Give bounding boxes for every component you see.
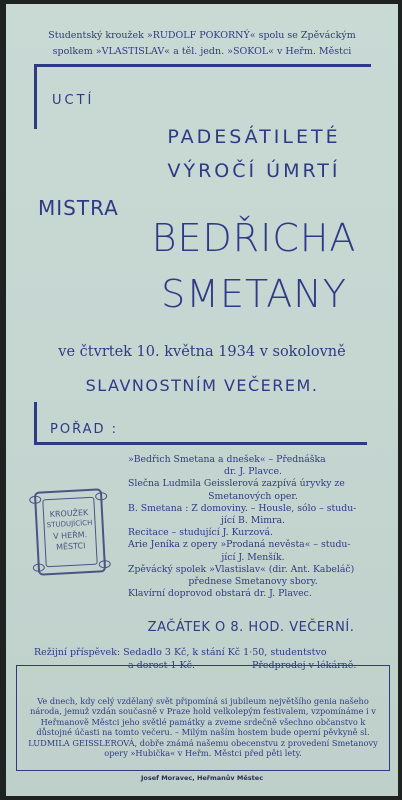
program-line: Klavírní doprovod obstará dr. J. Plavec. (128, 588, 312, 600)
stamp-line-1: KROUŽEK (49, 508, 89, 520)
evening-label: SLAVNOSTNÍM VEČEREM. (85, 376, 319, 395)
program-line: jící J. Menšík. (221, 551, 285, 563)
club-stamp (34, 488, 106, 575)
anniversary-line-1: PADESÁTILETÉ (167, 126, 341, 148)
program-line: Slečna Ludmila Geisslerová zazpívá úryvky ze (128, 478, 345, 490)
note-text: Ve dnech, kdy celý vzdělaný svět připomíná si jubileum největšího genia našeho národa, jemuž vzdán současně v Praze hold velkolepým festivalem, vzpomínáme i v Heřmanově Městci jeho světlé památky a zveme srdečně všechno občanstvo k důstojné účasti na tomto večeru. – Milým naším hostem bude operní pěvkyně sl. LUDMILA GEISSLEROVÁ, dobře známá našemu obecenstvu z provedení Smetanovy opery »Hubička« v Heřm. Městci před pěti lety. (28, 696, 378, 759)
program-line: jící B. Mimra. (221, 515, 285, 527)
presale-note: Předprodej v lékárně. (252, 660, 357, 671)
program-line: »Bedřich Smetana a dnešek« – Přednáška (128, 454, 326, 465)
start-time: ZAČÁTEK O 8. HOD. VEČERNÍ. (147, 620, 355, 635)
stamp-line-3: V HEŘM. (52, 530, 88, 541)
stamp-line-4: MĚSTCI (55, 541, 86, 552)
ucti-label: UCTÍ (52, 93, 95, 108)
program-line: Arie Jeníka z opery »Prodaná nevěsta« – studu- (128, 539, 351, 551)
stamp-line-2: STUDUJÍCÍCH (46, 518, 93, 530)
admission-line-1: Režijní příspěvek: Sedadlo 3 Kč, k stání Kč 1·50, studentstvo (34, 647, 327, 658)
anniversary-line-2: VÝROČÍ ÚMRTÍ (167, 160, 341, 182)
organizers-line-2: spolkem »VLASTISLAV« a těl. jedn. »SOKOL« v Heřm. Městci (52, 46, 352, 57)
poster (6, 4, 398, 796)
program-heading: POŘAD : (50, 422, 118, 437)
composer-first-name: BEDŘICHA (151, 216, 357, 260)
program-line: Recitace – studující J. Kurzová. (128, 527, 273, 539)
program-line: B. Smetana : Z domoviny. – Housle, sólo – studu- (128, 502, 357, 514)
program-line: dr. J. Plavce. (224, 466, 282, 478)
program-line: Smetanových oper. (208, 490, 298, 502)
program-line: přednese Smetanovy sbory. (188, 576, 318, 588)
mistra-label: MISTRA (38, 196, 119, 220)
program-line: Zpěvácký spolek »Vlastislav« (dir. Ant. Kabeláč) (128, 563, 355, 575)
printer-credit: Josef Moravec, Heřmanův Městec (140, 774, 264, 782)
event-date: ve čtvrtek 10. května 1934 v sokolovně (58, 344, 346, 360)
program-list (128, 454, 368, 600)
admission-line-2: a dorost 1 Kč. (128, 660, 195, 671)
composer-last-name: SMETANY (161, 272, 347, 316)
organizers-line-1: Studentský kroužek »RUDOLF POKORNÝ« spolu se Zpěváckým (48, 30, 356, 41)
